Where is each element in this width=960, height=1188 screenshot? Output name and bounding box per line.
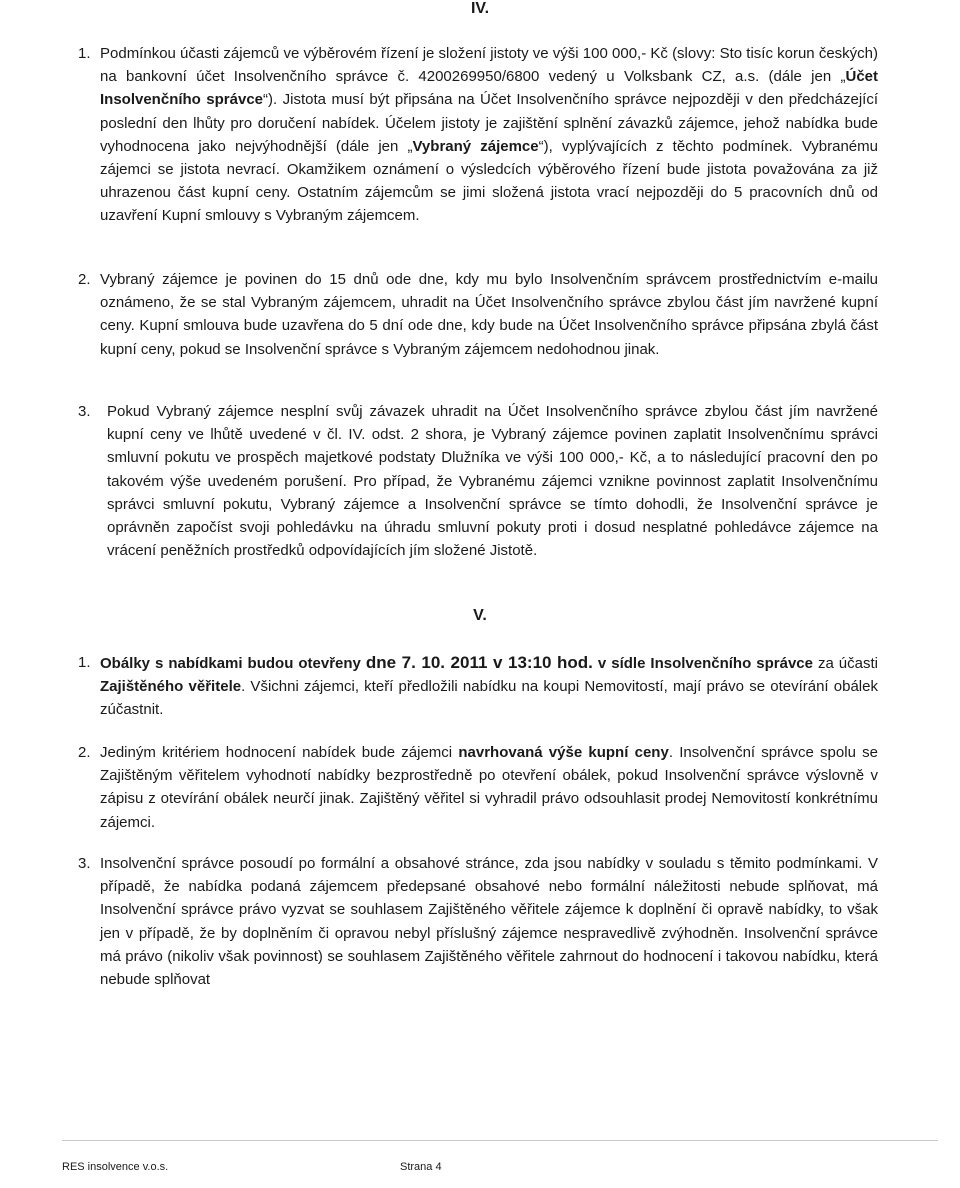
item-text [78, 651, 878, 722]
bold-text-run: v sídle Insolvenčního správce [592, 655, 813, 672]
item-number: 2. [78, 271, 91, 288]
footer-company: RES insolvence v.o.s. [62, 1161, 169, 1173]
item-number: 3. [78, 855, 91, 872]
text-run: “). Jistota musí být připsána na Účet Insolvenčního správce nejpozději v den předcházející poslední den lhůty pro doručení nabídek. Účelem jistoty je zajištění splnění závazků zájemce, jehož nabídka bude vyhodnocena jako nejvýhodnější (dále jen „ [100, 91, 879, 155]
section-heading-v: V. [473, 607, 487, 624]
section-iv-item-3 [78, 400, 878, 562]
bold-text-run: Vybraný zájemce [412, 137, 539, 155]
item-number: 1. [78, 654, 91, 671]
text-run: “), vyplývajících z těchto podmínek. Vybranému zájemci se jistota nevrací. Okamžikem oznámení o výsledcích výběrového řízení bude jistota považována za již uhrazenou část kupní ceny. Ostatním zájemcům se jimi složená jistota vrací nejpozději do 5 pracovních dnů od uzavření Kupní smlouvy s Vybraným zájemcem. [100, 137, 878, 225]
text-run: . Insolvenční správce spolu se Zajištěným věřitelem vyhodnotí nabídky bezprostředně po otevření obálek, pokud Insolvenční správce výslovně v zápisu z otevírání obálek neurčí jinak. Zajištěný věřitel si vyhradil právo odsouhlasit prodej Nemovitostí konkrétnímu zájemci. [100, 744, 878, 831]
section-v-item-2 [78, 741, 878, 834]
item-number: 2. [78, 744, 91, 761]
item-number: 1. [78, 45, 91, 62]
section-heading-iv: IV. [470, 0, 490, 17]
section-iv-item-1 [78, 42, 878, 228]
footer-divider [62, 1140, 938, 1141]
text-run: . Všichni zájemci, kteří předložili nabídku na koupi Nemovitostí, mají právo se otevírání obálek zúčastnit. [100, 678, 878, 719]
item-text [78, 42, 878, 228]
item-text [78, 268, 878, 361]
text-run: za účasti [812, 655, 878, 672]
section-v-item-1 [78, 651, 878, 722]
footer-page-number: Strana 4 [400, 1161, 442, 1173]
text-run: Podmínkou účasti zájemců ve výběrovém řízení je složení jistoty ve výši 100 000,- Kč (slovy: Sto tisíc korun českých) na bankovní účet Insolvenčního správce č. 4200269950/6800 vedený u Volksbank CZ, a.s. (dále jen „ [100, 45, 878, 86]
text-run: Insolvenční správce posoudí po formální a obsahové stránce, zda jsou nabídky v souladu s těmito podmínkami. V případě, že nabídka podaná zájemcem předepsané obsahové nebo formální náležitosti nebude splňovat, má Insolvenční správce právo vyzvat se souhlasem Zajištěného věřitele zájemce k doplnění či opravě nabídky, to však jen v případě, že by doplněním či opravou nebyl příslušný zájemce nespravedlivě zvýhodněn. Insolvenční správce má právo (nikoliv však povinnost) se souhlasem Zajištěného věřitele zahrnout do hodnocení i takovou nabídku, která nebude splňovat [100, 855, 878, 989]
bold-text-run: Obálky s nabídkami budou otevřeny [100, 655, 366, 672]
text-run: Vybraný zájemce je povinen do 15 dnů ode dne, kdy mu bylo Insolvenčním správcem prostřednictvím e-mailu oznámeno, že se stal Vybraným zájemcem, uhradit na Účet Insolvenčního správce zbylou část jím navržené kupní ceny. Kupní smlouva bude uzavřena do 5 dní ode dne, kdy bude na Účet Insolvenčního správce připsána zbylá část kupní ceny, pokud se Insolvenční správce s Vybraným zájemcem nedohodnou jinak. [100, 271, 878, 358]
text-run: Pokud Vybraný zájemce nesplní svůj závazek uhradit na Účet Insolvenčního správce zbylou část jím navržené kupní ceny ve lhůtě uvedené v čl. IV. odst. 2 shora, je Vybraný zájemce povinen zaplatit Insolvenčnímu správci smluvní pokutu ve prospěch majetkové podstaty Dlužníka ve výši 100 000,- Kč, a to následující pracovní den po takovém výše uvedeném porušení. Pro případ, že Vybranému zájemci vznikne povinnost zaplatit Insolvenčnímu správci smluvní pokutu, Vybraný zájemce a Insolvenční správce se tímto dohodli, že Insolvenční správce je oprávněn započíst svoji pohledávku na úhradu smluvní pokuty proti i dosud nesplatné pohledávce zájemce na vrácení peněžních prostředků odpovídajících jím složené Jistotě. [107, 403, 878, 560]
bold-text-run: Účet Insolvenčního správce [100, 68, 878, 109]
item-text [78, 741, 878, 834]
section-iv-item-2 [78, 268, 878, 361]
section-v-item-3 [78, 852, 878, 991]
bold-text-run: navrhovaná výše kupní ceny [458, 744, 669, 761]
text-run: Jediným kritériem hodnocení nabídek bude zájemci [100, 744, 459, 761]
item-text [78, 400, 878, 562]
item-number: 3. [78, 403, 91, 420]
bold-text-run: Zajištěného věřitele [100, 678, 242, 696]
bold-text-run: dne 7. 10. 2011 v 13:10 hod. [365, 653, 593, 672]
item-text [78, 852, 878, 991]
